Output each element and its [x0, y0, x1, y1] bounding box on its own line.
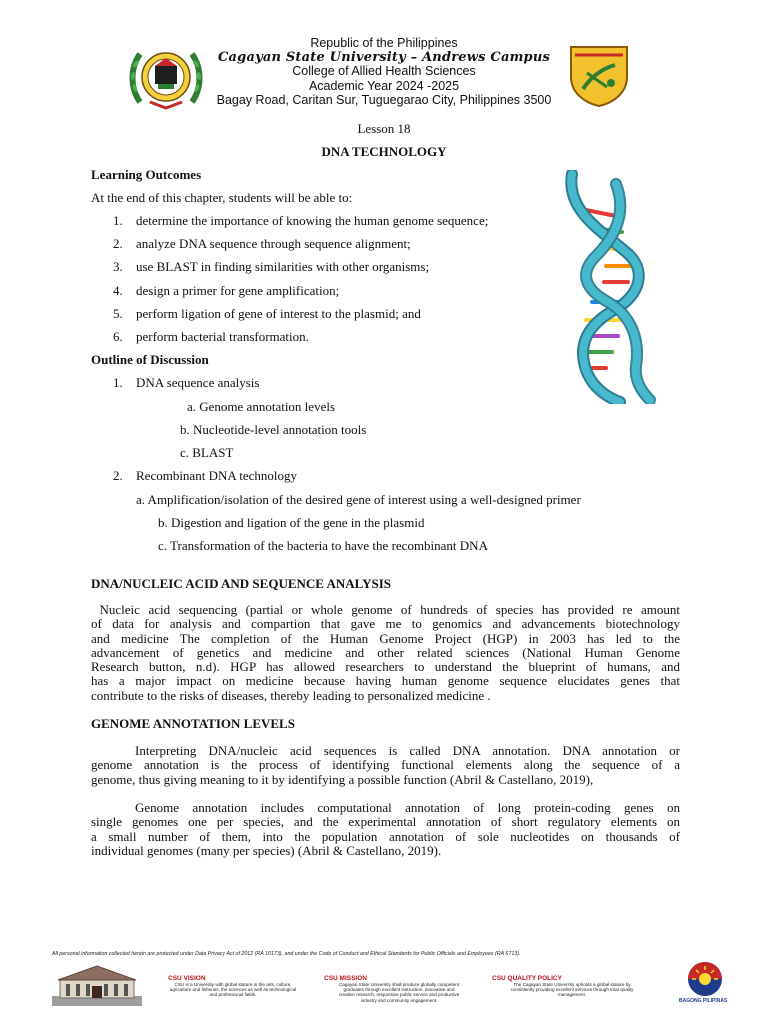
outcome-text: use BLAST in finding similarities with other organisms; — [136, 259, 430, 274]
outline-subitem: a. Genome annotation levels — [187, 399, 336, 414]
quality-line: The Cagayan State University upholds a global stature by — [513, 982, 631, 987]
outcome-text: analyze DNA sequence through sequence alignment; — [136, 236, 411, 251]
learning-outcomes-heading: Learning Outcomes — [91, 167, 202, 182]
vision-line: and professional fields. — [209, 992, 257, 998]
outcome-number: 4. — [113, 283, 123, 298]
paragraph-line: and medicine The completion of the Human Genome Project (HGP) in 2003 has led to the — [91, 630, 680, 646]
mission-title: CSU MISSION — [324, 975, 367, 982]
quality-policy-text — [492, 982, 652, 998]
outcome-number: 3. — [113, 259, 123, 274]
paragraph-line: genome annotation is the process of identifying functional elements along the sequence of a — [91, 757, 680, 773]
body-paragraph — [91, 603, 680, 703]
paragraph-line: advancement of genetics and medicine and other related sciences (National Human Genome — [91, 644, 680, 660]
header-republic: Republic of the Philippines — [310, 36, 458, 50]
header-academic-year: Academic Year 2024 -2025 — [308, 79, 460, 93]
bagong-pilipinas-logo — [680, 960, 730, 998]
vision-line: CSU is a University with global stature in the arts, culture, — [174, 982, 292, 987]
mission-line: graduates through excellent instruction, innovative and — [343, 987, 455, 993]
paragraph-line: contribute to the risks of diseases, thereby leading to personalized medicine . — [91, 687, 491, 703]
section-heading: GENOME ANNOTATION LEVELS — [91, 716, 295, 731]
outline-subitem: b. Digestion and ligation of the gene in the plasmid — [158, 515, 425, 530]
mission-line: creative research, responsive public service and productive — [338, 992, 460, 998]
outcome-number: 5. — [113, 306, 123, 321]
csu-vision-block — [168, 975, 298, 998]
outline-subitem: b. Nucleotide-level annotation tools — [180, 422, 367, 437]
mission-line: Cagayan State University shall produce globally competent — [338, 982, 459, 987]
header-college: College of Allied Health Sciences — [292, 64, 476, 78]
paragraph-line: Interpreting DNA/nucleic acid sequences is called DNA annotation. DNA annotation or — [135, 743, 680, 758]
outline-item-text: DNA sequence analysis — [136, 375, 260, 390]
outcome-number: 2. — [113, 236, 123, 251]
quality-line: management. — [557, 992, 587, 998]
paragraph-line: Research button, n.d). HGP has allowed researchers to understand the blueprint of humans, and — [91, 659, 680, 675]
paragraph-line: of data for analysis and compartion that gave me to genomics and advancements biotechnology — [91, 616, 680, 632]
body-paragraph — [91, 801, 680, 858]
outline-subitem: c. Transformation of the bacteria to have the recombinant DNA — [158, 538, 488, 553]
outcome-text: design a primer for gene amplification; — [136, 283, 340, 298]
section-heading: DNA/NUCLEIC ACID AND SEQUENCE ANALYSIS — [91, 576, 392, 591]
paragraph-line: single genomes one per species, and the experimental annotation of short regulatory elements on — [91, 814, 680, 830]
paragraph-line: genome, thus giving meaning to it by identifying a possible function (Abril & Castellano, 2019), — [91, 771, 594, 787]
vision-line: agriculture and fisheries, the sciences as well as technological — [169, 987, 297, 993]
dna-helix-illustration — [556, 170, 656, 404]
outline-item-number: 1. — [113, 375, 123, 390]
lesson-number: Lesson 18 — [357, 121, 411, 136]
paragraph-line: has a major impact on medicine because having human genome sequence elucidates genes that — [91, 673, 680, 689]
quality-line: consistently providing excellent services through total quality — [510, 987, 634, 993]
outline-subitem: a. Amplification/isolation of the desired gene of interest using a well-designed primer — [136, 492, 581, 507]
bagong-pilipinas-label: BAGONG PILIPINAS — [679, 998, 728, 1004]
outcome-number: 1. — [113, 213, 123, 228]
mission-line: industry and community engagement. — [360, 997, 438, 1003]
quality-policy-title: CSU QUALITY POLICY — [492, 975, 562, 982]
csu-mission-block — [324, 975, 474, 1003]
learning-outcomes-intro: At the end of this chapter, students will be able to: — [91, 190, 353, 205]
header-address: Bagay Road, Caritan Sur, Tuguegarao City, Philippines 3500 — [216, 93, 552, 107]
lesson-title: DNA TECHNOLOGY — [321, 144, 447, 159]
outline-item-text: Recombinant DNA technology — [136, 468, 298, 483]
campus-building-image — [52, 962, 142, 1006]
paragraph-line: a small number of them, into the population annotation of sole nucleotides on thousands of — [91, 828, 680, 844]
paragraph-line: Nucleic acid sequencing (partial or whole genome of hundreds of species has provided re amount — [91, 602, 680, 617]
data-privacy-note: All personal information collected herein are protected under Data Privacy Act of 2012 (RA 10173), and under the Code of Conduct and Ethical Standards for Public Officials and Employees (RA 6713). — [52, 951, 521, 957]
body-paragraph — [91, 744, 680, 787]
outcome-number: 6. — [113, 329, 123, 344]
outline-subitem: c. BLAST — [180, 445, 234, 460]
outline-item-number: 2. — [113, 468, 123, 483]
outcome-text: perform bacterial transformation. — [136, 329, 309, 344]
paragraph-line: Genome annotation includes computational annotation of long protein-coding genes on — [135, 800, 680, 815]
header-university-name: Cagayan State University – Andrews Campus — [218, 50, 550, 65]
vision-title: CSU VISION — [168, 975, 206, 982]
mission-text — [324, 982, 474, 1003]
paragraph-line: individual genomes (many per species) (Abril & Castellano, 2019). — [91, 842, 442, 858]
outline-heading: Outline of Discussion — [91, 352, 209, 367]
vision-text — [168, 982, 298, 998]
csu-quality-policy-block — [492, 975, 652, 998]
outcome-text: perform ligation of gene of interest to the plasmid; and — [136, 306, 421, 321]
outcome-text: determine the importance of knowing the human genome sequence; — [136, 213, 489, 228]
